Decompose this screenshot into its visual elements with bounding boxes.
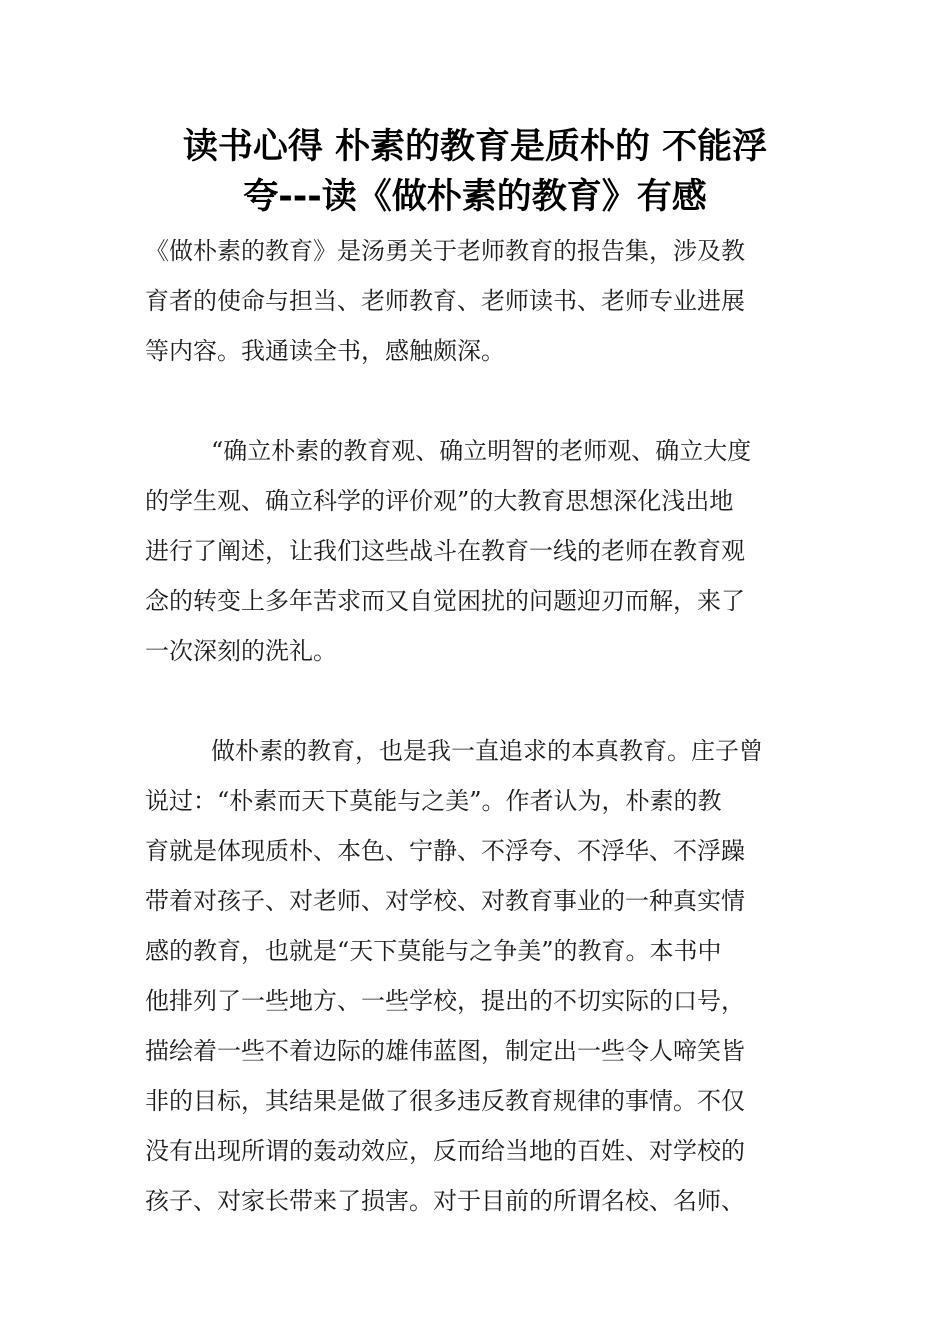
paragraph-2-line-1: “确立朴素的教育观、确立明智的老师观、确立大度: [211, 437, 752, 465]
paragraph-gap: [145, 376, 807, 426]
paragraph-3-line-8: 非的目标，其结果是做了很多违反教育规律的事情。不仅: [145, 1087, 745, 1115]
paragraph-1-line-1: 《做朴素的教育》是汤勇关于老师教育的报告集，涉及教: [145, 237, 745, 265]
paragraph-3-line-4: 带着对孩子、对老师、对学校、对教育事业的一种真实情: [145, 887, 745, 915]
paragraph-1: [145, 226, 807, 376]
paragraph-gap: [145, 676, 807, 726]
document-title: [145, 122, 805, 222]
paragraph-2-line-3: 进行了阐述，让我们这些战斗在教育一线的老师在教育观: [145, 537, 745, 565]
paragraph-3-line-10: 孩子、对家长带来了损害。对于目前的所谓名校、名师、: [145, 1187, 745, 1215]
paragraph-1-line-3: 等内容。我通读全书，感触颇深。: [145, 337, 505, 365]
paragraph-3-line-5: 感的教育，也就是“天下莫能与之争美”的教育。本书中: [145, 937, 722, 965]
paragraph-3-line-2: 说过：“朴素而天下莫能与之美”。作者认为，朴素的教: [145, 787, 722, 815]
paragraph-3-line-3: 育就是体现质朴、本色、宁静、不浮夸、不浮华、不浮躁: [145, 837, 745, 865]
paragraph-3-line-6: 他排列了一些地方、一些学校，提出的不切实际的口号，: [145, 987, 745, 1015]
paragraph-2: [145, 426, 807, 676]
paragraph-3: [145, 726, 807, 1226]
paragraph-2-line-2: 的学生观、确立科学的评价观”的大教育思想深化浅出地: [145, 487, 734, 515]
paragraph-1-line-2: 育者的使命与担当、老师教育、老师读书、老师专业进展: [145, 287, 745, 315]
title-line-1: 读书心得 朴素的教育是质朴的 不能浮: [182, 127, 768, 167]
paragraph-3-line-1: 做朴素的教育，也是我一直追求的本真教育。庄子曾: [211, 737, 763, 765]
paragraph-2-line-4: 念的转变上多年苦求而又自觉困扰的问题迎刃而解，来了: [145, 587, 745, 615]
paragraph-3-line-7: 描绘着一些不着边际的雄伟蓝图，制定出一些令人啼笑皆: [145, 1037, 745, 1065]
paragraph-2-line-5: 一次深刻的洗礼。: [145, 637, 337, 665]
paragraph-3-line-9: 没有出现所谓的轰动效应，反而给当地的百姓、对学校的: [145, 1137, 745, 1165]
title-line-2: 夸---读《做朴素的教育》有感: [243, 177, 707, 217]
document-body: [145, 226, 807, 1226]
